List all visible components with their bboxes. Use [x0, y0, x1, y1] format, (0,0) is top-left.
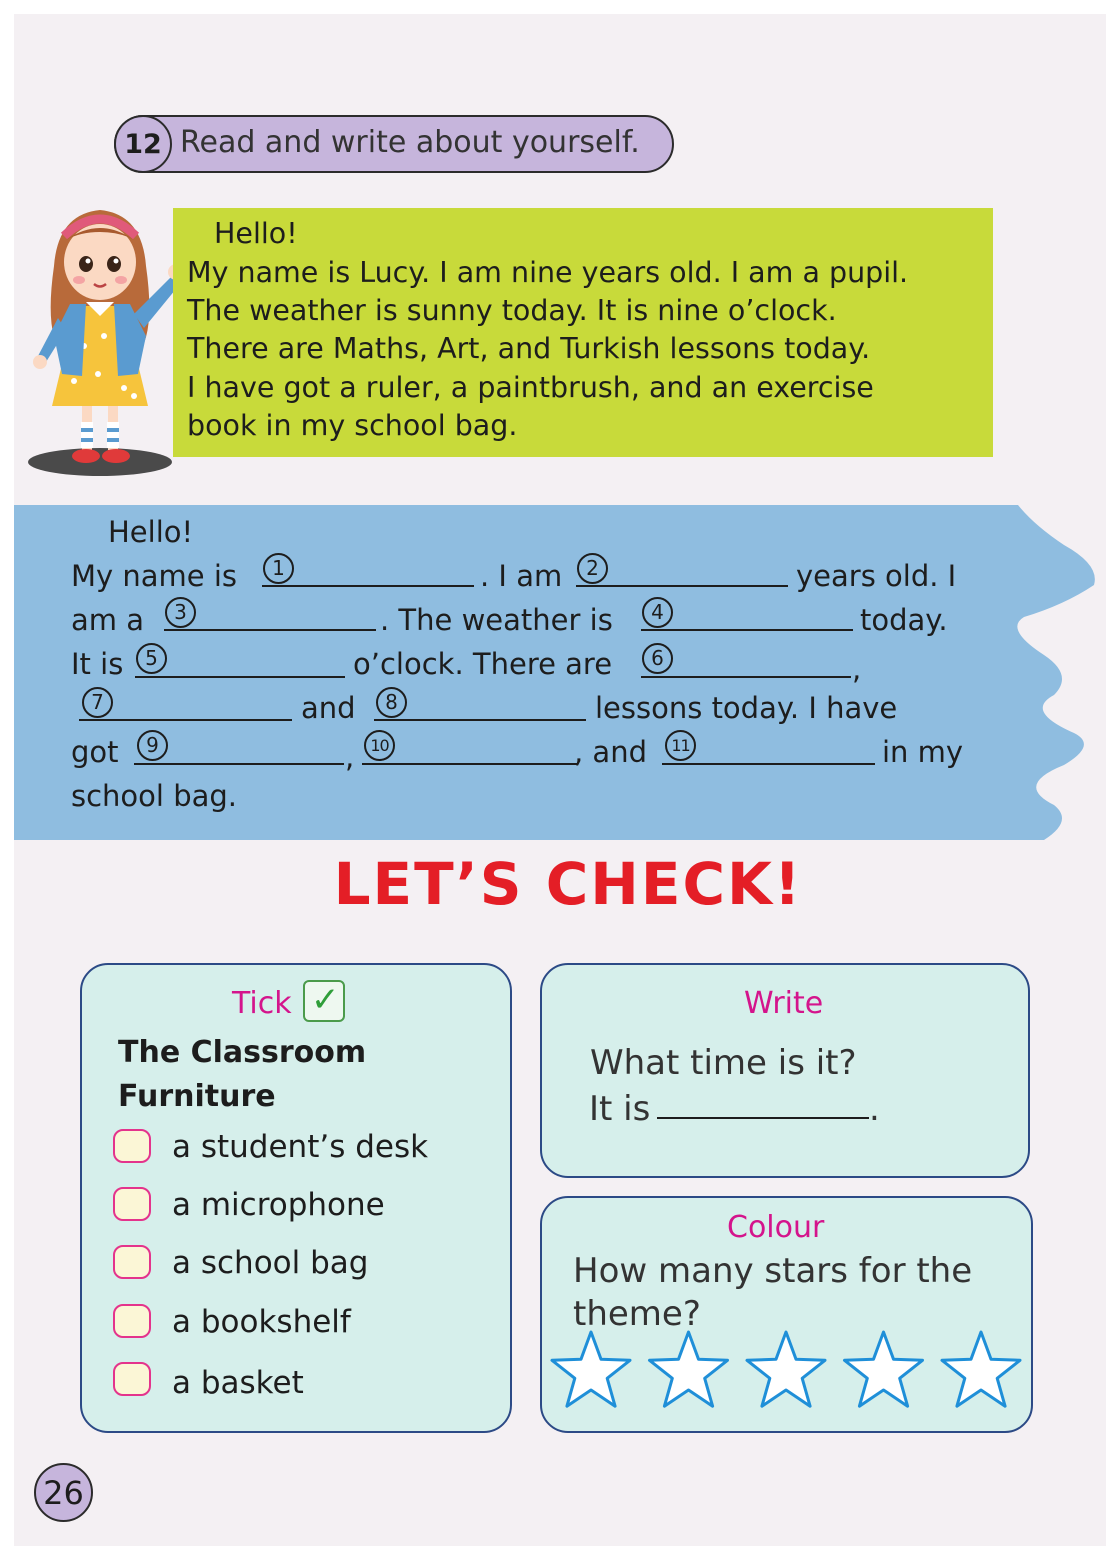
star-icon[interactable]	[845, 1332, 923, 1406]
checkbox-icon[interactable]	[113, 1304, 151, 1338]
marker-9: 9	[137, 730, 168, 761]
star-icon[interactable]	[942, 1332, 1020, 1406]
blank-3[interactable]	[164, 629, 376, 631]
item-label: a bookshelf	[172, 1304, 351, 1340]
star-icon[interactable]	[552, 1332, 630, 1406]
checkbox-icon[interactable]	[113, 1245, 151, 1279]
frag-oclock: o’clock. There are	[353, 647, 613, 681]
frag-years-old: years old. I	[796, 559, 957, 593]
frag-my-name-is: My name is	[71, 559, 238, 593]
colour-question-1: How many stars for the	[573, 1251, 973, 1291]
blank-4[interactable]	[641, 629, 853, 631]
blank-6[interactable]	[641, 676, 851, 678]
item-label: a microphone	[172, 1187, 385, 1223]
girl-illustration	[24, 196, 184, 482]
blank-5[interactable]	[135, 676, 345, 678]
model-greeting: Hello!	[214, 217, 298, 250]
frag-lessons: lessons today. I have	[595, 691, 898, 725]
item-label: a student’s desk	[172, 1129, 429, 1165]
write-answer-prefix: It is	[589, 1089, 651, 1129]
fill-greeting: Hello!	[108, 515, 194, 549]
star-icon[interactable]	[650, 1332, 728, 1406]
checkbox-icon[interactable]	[113, 1129, 151, 1163]
blank-1[interactable]	[262, 585, 474, 587]
star-rating	[545, 1328, 1027, 1412]
item-label: a school bag	[172, 1245, 369, 1281]
colour-question-2: theme?	[573, 1294, 701, 1334]
marker-2: 2	[577, 553, 608, 584]
checkbox-icon[interactable]	[113, 1187, 151, 1221]
write-title: Write	[744, 986, 824, 1021]
blank-8[interactable]	[374, 719, 586, 721]
frag-i-am: . I am	[480, 559, 563, 593]
blank-9[interactable]	[134, 763, 344, 765]
frag-and-1: and	[301, 691, 356, 725]
blank-7[interactable]	[79, 719, 292, 721]
frag-comma-1: ,	[852, 652, 862, 686]
frag-comma-2: ,	[345, 740, 355, 774]
model-line-1: My name is Lucy. I am nine years old. I am a pupil.	[187, 256, 909, 289]
item-label: a basket	[172, 1365, 304, 1401]
lets-check-title: LET’S CHECK!	[333, 850, 803, 918]
frag-it-is: It is	[71, 647, 124, 681]
frag-got: got	[71, 735, 119, 769]
write-answer-suffix: .	[869, 1089, 880, 1129]
checkbox-icon[interactable]	[113, 1362, 151, 1396]
marker-7: 7	[82, 687, 113, 718]
model-line-3: There are Maths, Art, and Turkish lessons today.	[187, 332, 871, 365]
frag-in-my: in my	[882, 735, 964, 769]
furniture-heading-1: The Classroom	[118, 1035, 367, 1070]
frag-comma-and: , and	[574, 735, 647, 769]
tick-title: Tick	[232, 986, 292, 1021]
page-number: 26	[34, 1463, 93, 1522]
blank-2[interactable]	[576, 585, 788, 587]
blank-10[interactable]	[362, 763, 578, 765]
marker-6: 6	[642, 643, 673, 674]
task-instruction: Read and write about yourself.	[180, 125, 640, 160]
marker-8: 8	[376, 687, 407, 718]
model-line-2: The weather is sunny today. It is nine o’clock.	[187, 294, 837, 327]
checkmark-icon: ✓	[303, 980, 345, 1022]
frag-today: today.	[860, 603, 948, 637]
marker-4: 4	[642, 597, 673, 628]
frag-school-bag: school bag.	[71, 779, 237, 813]
model-line-4: I have got a ruler, a paintbrush, and an exercise	[187, 371, 874, 404]
star-icon[interactable]	[747, 1332, 825, 1406]
write-question: What time is it?	[590, 1043, 857, 1083]
marker-3: 3	[165, 597, 196, 628]
marker-10: 10	[364, 730, 395, 761]
frag-weather-is: . The weather is	[380, 603, 613, 637]
blank-11[interactable]	[662, 763, 875, 765]
time-answer-blank[interactable]	[657, 1117, 869, 1119]
marker-5: 5	[136, 643, 167, 674]
colour-title: Colour	[727, 1210, 825, 1245]
frag-am-a: am a	[71, 603, 145, 637]
marker-11: 11	[665, 730, 696, 761]
marker-1: 1	[263, 553, 294, 584]
furniture-heading-2: Furniture	[118, 1079, 276, 1114]
task-number: 12	[114, 115, 172, 173]
model-line-5: book in my school bag.	[187, 409, 518, 442]
